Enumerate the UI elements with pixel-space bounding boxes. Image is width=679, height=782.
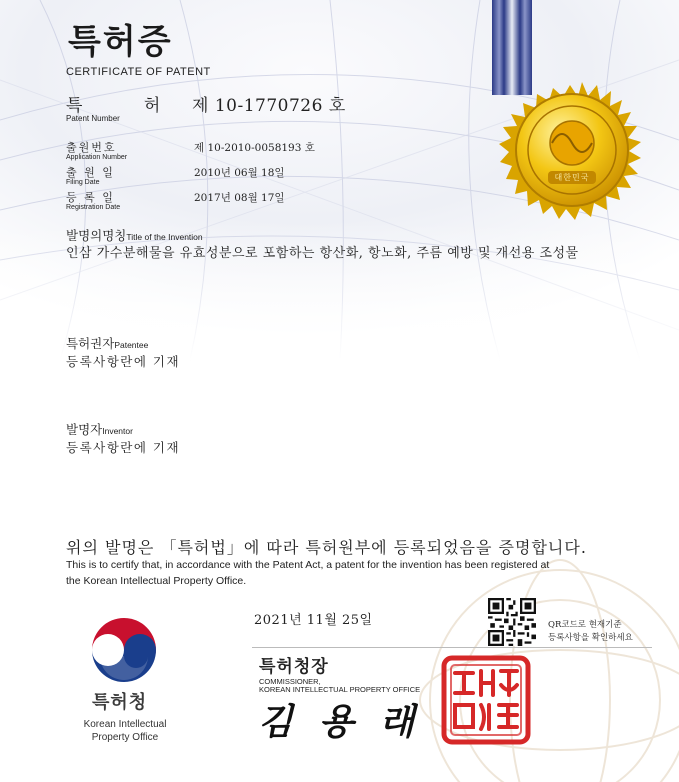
commissioner-title-en-line2: KOREAN INTELLECTUAL PROPERTY OFFICE [259, 685, 421, 694]
certification-en-line2: the Korean Intellectual Property Office. [66, 575, 247, 587]
kipo-logo-name-en: Korean Intellectual Property Office [83, 719, 167, 743]
patent-number-label: 특 허 [66, 96, 189, 116]
signature-divider [252, 647, 652, 648]
inventor-label: 발명자 [66, 422, 103, 437]
medal-inscription: 대한민국 [554, 173, 590, 182]
qr-note-line1: QR코드로 현재기준 [548, 620, 622, 630]
certification-statement-en [66, 557, 549, 589]
commissioner-signature: 김 용 래 [258, 701, 423, 742]
patentee-heading [66, 333, 148, 352]
official-seal-stamp [441, 655, 531, 745]
patent-number-value: 제 10-1770726 호 [192, 96, 346, 116]
certification-en-line1: This is to certify that, in accordance with the Patent Act, a patent for the invention has been registered at [66, 559, 550, 571]
kipo-logo-icon [86, 612, 162, 688]
patentee-value: 등록사항란에 기재 [66, 354, 181, 369]
certificate-subtitle: CERTIFICATE OF PATENT [66, 66, 211, 78]
application-number-value: 제 10-2010-0058193 호 [194, 142, 315, 154]
certification-statement-ko: 위의 발명은 「특허법」에 따라 특허원부에 등록되었음을 증명합니다. [66, 538, 587, 557]
invention-title-label-en: Title of the Invention [126, 232, 203, 242]
application-number-label-en: Application Number [66, 154, 128, 161]
qr-code[interactable] [488, 598, 536, 646]
registration-date-label: 등 록 일 [66, 191, 115, 204]
commissioner-title: 특허청장 [259, 657, 329, 676]
inventor-label-en: Inventor [102, 426, 133, 436]
patentee-label-en: Patentee [114, 340, 149, 350]
inventor-value: 등록사항란에 기재 [66, 440, 181, 455]
certificate-title: 특허증 [68, 23, 173, 61]
filing-date-label-en: Filing Date [66, 179, 100, 186]
commissioner-title-en-line1: COMMISSIONER, [259, 677, 321, 686]
registration-date-label-en: Registration Date [66, 204, 121, 211]
issue-date: 2021년 11월 25일 [254, 613, 373, 628]
invention-title-value: 인삼 가수분해물을 유효성분으로 포함하는 항산화, 항노화, 주름 예방 및 개선용 조성물 [66, 246, 579, 261]
patent-number-label-en: Patent Number [66, 114, 120, 123]
inventor-heading [66, 419, 133, 438]
application-number-label: 출원번호 [66, 141, 117, 154]
filing-date-value: 2010년 06월 18일 [194, 167, 285, 179]
qr-code-note [548, 619, 633, 645]
qr-note-line2: 등록사항을 확인하세요 [548, 633, 633, 643]
registration-date-value: 2017년 08월 17일 [194, 192, 285, 204]
invention-title-label: 발명의명칭 [66, 228, 127, 243]
invention-title-heading [66, 225, 203, 244]
kipo-logo-name-ko: 특허청 [92, 692, 148, 712]
filing-date-label: 출 원 일 [66, 166, 115, 179]
patentee-label: 특허권자 [66, 336, 115, 351]
commissioner-title-en [259, 678, 420, 694]
